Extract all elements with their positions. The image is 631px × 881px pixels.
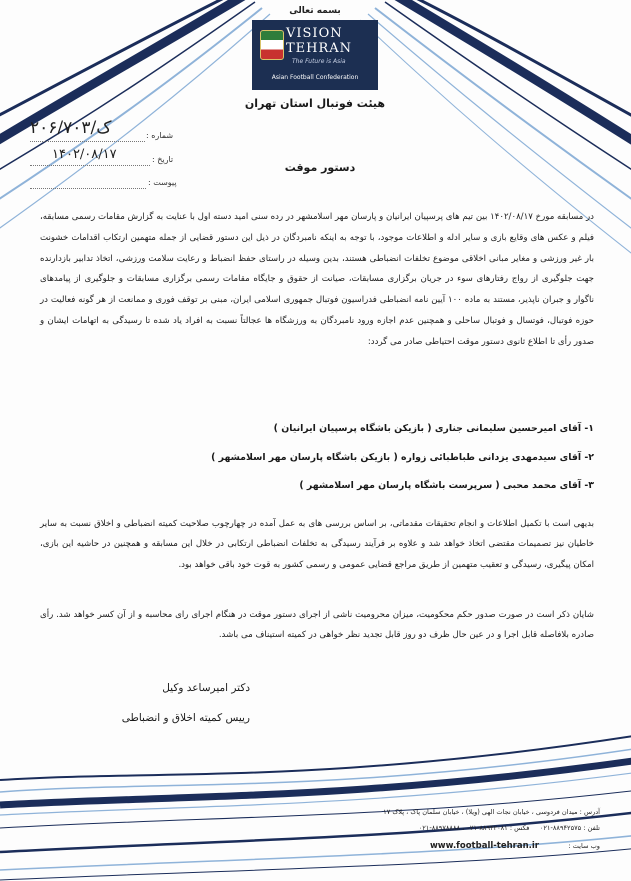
paragraph-3 (40, 596, 594, 655)
logo-line2: TEHRAN (286, 41, 353, 56)
paragraph-1 (40, 207, 594, 353)
footer-fax: فکس : ۸۸۹۴۲۰۸۱-۰۲۱ ، ۸۸۹۷۸۸۸۸-۰۲۱ (418, 824, 530, 832)
date-value: ۱۴۰۲/۰۸/۱۷ (52, 147, 117, 162)
number-value: ۲۰۶/ک/۷۰۳ (30, 118, 112, 138)
footer-website-row (430, 841, 600, 851)
organization-name: هیئت فوتبال استان تهران (244, 97, 386, 110)
paragraph-2 (40, 505, 594, 585)
footer-phone-fax (419, 824, 600, 832)
paragraph-2-text: بدیهی است با تکمیل اطلاعات و انجام تحقیقات مقدماتی، بر اساس بررسی های به عمل آمده در چهارچوب صلاحیت کمیته انضباطی و اخلاق نسبت به سایر خاطیان نیز تصمیمات مقتضی اتخاذ خواهد شد و علاوه بر فرآیند رسیدگی به تخلفات انضباطی ارتکابی در خلال این مسابقه و همچنین در حاشیه این بازی، امکان پیگیری، رسیدگی و تعقیب متهمین از طریق مراجع قضایی عمومی و رسمی کشور به قوت خود باقی خواهد بود. (40, 518, 594, 571)
paragraph-1-text: در مسابقه مورخ ۱۴۰۲/۰۸/۱۷ بین تیم های پرسپیان ایرانیان و پارسان مهر اسلامشهر در رده سنی امید دسته اول با عنایت به گزارش مقامات رسمی مسابقه، فیلم و عکس های وقایع بازی و سایر ادله و اطلاعات موجود، با توجه به اینکه نامبردگان در ذیل این دستور قضایی از جمله متهمین ارتکاب اقدامات خشونت بار غیر ورزشی و مغایر مبانی اخلاقی موضوع تخلفات انضباطی هستند، بدین وسیله در راستای حفظ انضباط و رعایت سلامت ورزشی، اتخاذ تدابیر بازدارنده جهت جلوگیری از رواج رفتارهای سوء در جریان برگزاری مسابقات، صیانت از حقوق و جایگاه مقامات رسمی برگزاری مسابقات و جلوگیری از پیامدهای ناگوار و جبران ناپذیر، مستند به ماده ۱۰۰ آیین نامه انضباطی فدراسیون فوتبال جمهوری اسلامی ایران، مبنی بر توقف فوری و ممانعت از هر گونه فعالیت در حوزه فوتبال، فوتسال و فوتبال ساحلی و همچنین عدم اجازه ورود نامبردگان به ورزشگاه ها عجالتاً نسبت به افراد یاد شده تا رسیدگی به اتهامات ایشان و صدور رأی تا اطلاع ثانوی دستور موقت احتیاطی صادر می گردد: (40, 212, 594, 347)
footer-phone: تلفن : ۸۸۹۴۲۵۷۵-۰۲۱ (539, 824, 600, 832)
list-item: ۱- آقای امیرحسین سلیمانی جناری ( بازیکن باشگاه پرسپیان ایرانیان ) (273, 423, 594, 434)
signatory-title: رییس کمیته اخلاق و انضباطی (121, 712, 250, 724)
date-label: تاریخ : (152, 155, 174, 164)
logo-tagline: The Future is Asia (292, 58, 346, 65)
vision-tehran-logo (252, 20, 378, 90)
signatory-name: دکتر امیرساعد وکیل (162, 682, 250, 694)
footer-website-label: وب سایت : (568, 842, 600, 850)
bismillah: بسمه تعالی (289, 6, 341, 16)
number-label: شماره : (146, 131, 174, 140)
attachment-label: پیوست : (148, 178, 177, 187)
logo-line1: VISION (286, 26, 343, 41)
attachment-line (30, 188, 146, 189)
list-item: ۲- آقای سیدمهدی یزدانی طباطبائی زواره ( بازیکن باشگاه پارسان مهر اسلامشهر ) (211, 451, 594, 463)
date-line (30, 165, 150, 166)
footer-website-link[interactable]: www.football-tehran.ir (429, 841, 539, 851)
logo-confederation: Asian Football Confederation (271, 74, 359, 81)
document-title: دستور موقت (284, 161, 356, 174)
paragraph-3-text: شایان ذکر است در صورت صدور حکم محکومیت، میزان محرومیت ناشی از اجرای دستور موقت در هنگام اجرای رای محاسبه و از آن کسر خواهد شد. رأی صادره بلافاصله قابل اجرا و در عین حال ظرف دو روز قابل تجدید نظر خواهی در کمیته استیناف می باشد. (40, 609, 594, 641)
accused-list (40, 415, 594, 501)
footer-address: آدرس : میدان فردوسی ، خیابان نجات الهی (ویلا) ، خیابان سلمان پاک ، پلاک ۱۷ (383, 808, 600, 816)
number-line (30, 141, 145, 142)
federation-badge-icon (260, 30, 284, 60)
list-item: ۳- آقای محمد محبی ( سرپرست باشگاه پارسان مهر اسلامشهر ) (299, 480, 594, 491)
